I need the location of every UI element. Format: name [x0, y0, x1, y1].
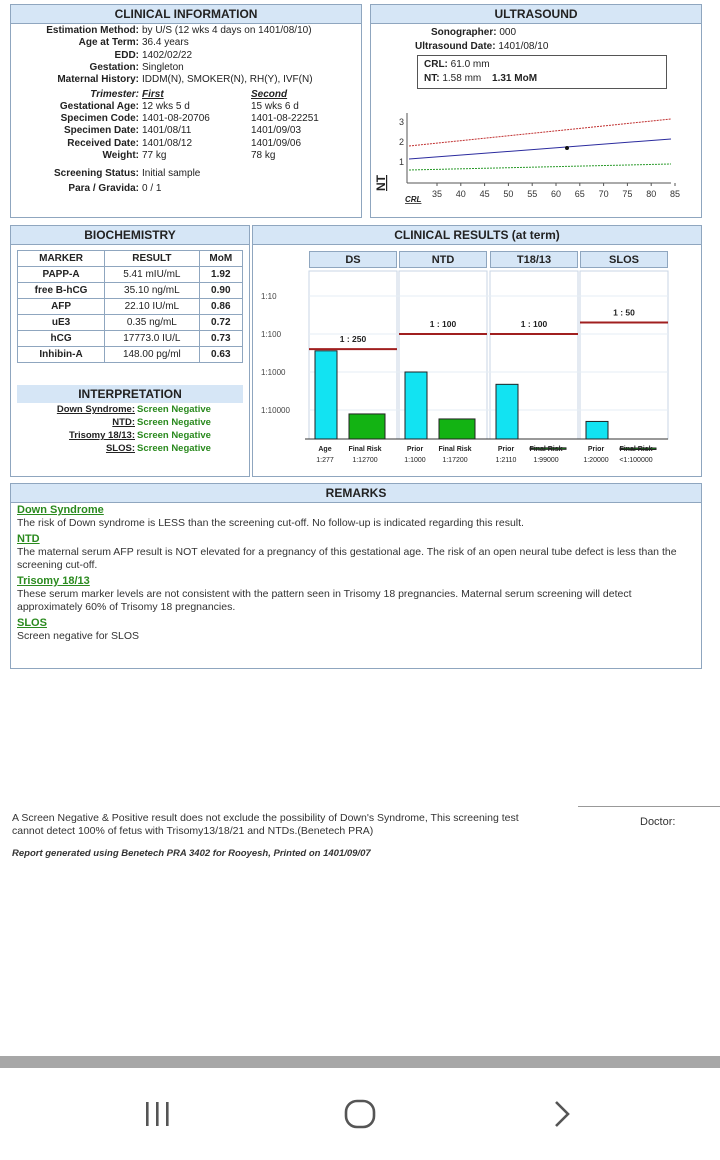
biochem-marker: AFP — [18, 299, 105, 315]
interpretation-label: NTD: — [112, 417, 135, 428]
report-generated: Report generated using Benetech PRA 3402 for Rooyesh, Printed on 1401/09/07 — [12, 848, 371, 859]
clinical-results-panel — [252, 225, 702, 477]
remark-item — [17, 533, 693, 572]
biochem-result: 17773.0 IU/L — [105, 331, 199, 347]
prior-risk-value: 1:1000 — [404, 457, 426, 464]
para-gravida-label: Para / Gravida: — [68, 183, 139, 195]
home-button[interactable] — [330, 1090, 390, 1136]
trimester-first-value: 1401-08-20706 — [142, 113, 210, 125]
risk-y-tick: 1:1000 — [261, 368, 286, 377]
cutoff-label: 1 : 100 — [429, 319, 457, 329]
remark-heading: Trisomy 18/13 — [17, 575, 90, 587]
clinical-row-label: Estimation Method: — [46, 25, 139, 36]
home-icon — [330, 1090, 390, 1136]
ultrasound-title: ULTRASOUND — [371, 5, 701, 24]
clinical-row-value: by U/S (12 wks 4 days on 1401/08/10) — [142, 25, 312, 36]
result-column-header: DS — [309, 251, 397, 268]
recent-apps-button[interactable] — [128, 1090, 188, 1136]
screening-status-value: Initial sample — [142, 168, 201, 180]
clinical-info-panel — [10, 4, 362, 218]
final-risk-value: 1:99000 — [533, 457, 559, 464]
prior-risk-value: 1:20000 — [583, 457, 609, 464]
col-marker: MARKER — [18, 251, 105, 267]
final-risk-label: Final Risk — [438, 446, 472, 453]
biochem-row — [18, 347, 243, 363]
risk-y-tick: 1:10 — [261, 292, 277, 301]
trimester-data-label: Received Date: — [67, 137, 139, 149]
biochem-mom: 0.86 — [199, 299, 242, 315]
clinical-row-value: Singleton — [142, 61, 184, 73]
clinical-row-label: Age at Term: — [78, 37, 139, 49]
final-risk-bar — [349, 414, 385, 439]
biochem-mom: 0.73 — [199, 331, 242, 347]
nt-x-tick: 50 — [503, 189, 514, 199]
nt-y-tick-2: 2 — [399, 137, 405, 147]
nt-x-tick: 40 — [455, 189, 466, 199]
trimester-first-value: 12 wks 5 d — [142, 100, 190, 112]
nt-x-tick: 55 — [527, 189, 538, 199]
para-gravida-value: 0 / 1 — [142, 183, 162, 195]
risk-chart — [253, 226, 701, 476]
nt-x-tick: 65 — [574, 189, 585, 199]
prior-label: Prior — [497, 446, 515, 453]
remark-text: The maternal serum AFP result is NOT elevated for a pregnancy of this gestational age. The risk of an open neural tube defect is less than the screening cut-off. — [17, 546, 677, 571]
nt-value: 1.58 mm — [442, 73, 482, 84]
biochemistry-panel — [10, 225, 250, 477]
interpretation-value: Screen Negative — [137, 443, 211, 454]
disclaimer-text: A Screen Negative & Positive result does not exclude the possibility of Down's Syndrome, This screening test cannot detect 100% of fetus with Trisomy13/18/21 and NTDs.(Benetech PRA) — [12, 812, 519, 837]
clinical-row-label: EDD: — [114, 49, 139, 61]
nt-mom: 1.31 MoM — [492, 73, 538, 84]
us-date-row — [415, 41, 548, 53]
result-column-header: SLOS — [580, 251, 668, 268]
final-risk-value: 1:12700 — [352, 457, 378, 464]
prior-label: Prior — [406, 446, 424, 453]
clinical-info-title: CLINICAL INFORMATION — [11, 5, 361, 24]
biochem-result: 0.35 ng/mL — [105, 315, 199, 331]
nt-x-tick: 35 — [431, 189, 443, 199]
trimester-second-value: 1401/09/06 — [251, 137, 302, 149]
trimester-label: Trimester: — [90, 88, 139, 100]
remark-item — [17, 617, 693, 643]
doctor-label: Doctor: — [640, 816, 676, 828]
prior-risk-bar — [586, 421, 608, 439]
col-result: RESULT — [105, 251, 199, 267]
remarks-panel — [10, 483, 702, 669]
nt-lower-line — [409, 164, 671, 170]
final-risk-label: Final Risk — [619, 446, 653, 453]
biochem-result: 35.10 ng/mL — [105, 283, 199, 299]
biochem-marker: uE3 — [18, 315, 105, 331]
back-button[interactable] — [532, 1090, 592, 1136]
prior-risk-value: 1:2110 — [495, 457, 517, 464]
remark-text: These serum marker levels are not consistent with the pattern seen in Trisomy 18 pregnancies. Maternal serum screening will detect approximately 60% of Trisomy 18 pregnancies. — [17, 588, 632, 613]
trimester-first: First — [142, 88, 164, 100]
remark-text: The risk of Down syndrome is LESS than the screening cut-off. No follow-up is indicated regarding this result. — [17, 517, 524, 529]
back-icon — [532, 1090, 592, 1136]
us-date-value: 1401/08/10 — [498, 41, 549, 52]
trimester-first-value: 1401/08/11 — [142, 125, 192, 137]
trimester-first-value: 77 kg — [142, 150, 167, 161]
interpretation-title: INTERPRETATION — [17, 385, 243, 403]
interpretation-label: Trisomy 18/13: — [68, 430, 135, 441]
biochem-marker: Inhibin-A — [18, 347, 105, 363]
nt-x-tick: 75 — [622, 189, 633, 199]
crl-label: CRL: — [424, 59, 448, 70]
nt-y-tick-1: 1 — [399, 157, 405, 167]
prior-risk-value: 1:277 — [316, 457, 334, 464]
cutoff-label: 1 : 100 — [520, 319, 548, 329]
clinical-results-title: CLINICAL RESULTS (at term) — [253, 226, 701, 245]
biochem-result: 22.10 IU/mL — [105, 299, 199, 315]
nt-patient-point — [565, 146, 569, 150]
nt-x-tick: 80 — [646, 189, 657, 199]
interpretation-label: Down Syndrome: — [56, 404, 135, 415]
prior-risk-bar — [315, 351, 337, 439]
biochem-marker: free B-hCG — [18, 283, 105, 299]
biochemistry-title: BIOCHEMISTRY — [11, 226, 249, 245]
nt-y-tick-3: 3 — [399, 117, 405, 127]
interpretation-row — [17, 403, 243, 416]
biochem-row — [18, 299, 243, 315]
remark-heading: Down Syndrome — [17, 504, 104, 516]
nt-crl-chart — [371, 91, 701, 215]
measurement-box — [417, 55, 667, 89]
trimester-data-label: Gestational Age: — [59, 100, 139, 112]
trimester-data-label: Specimen Code: — [60, 113, 139, 125]
interpretation-value: Screen Negative — [137, 430, 211, 441]
nt-x-tick: 70 — [598, 189, 609, 199]
final-risk-label: Final Risk — [529, 446, 563, 453]
clinical-row-value: 36.4 years — [142, 37, 189, 49]
remarks-title: REMARKS — [11, 484, 701, 503]
biochem-row — [18, 315, 243, 331]
prior-risk-bar — [405, 372, 427, 439]
biochem-mom: 1.92 — [199, 267, 242, 283]
trimester-second: Second — [251, 88, 288, 100]
biochem-result: 5.41 mIU/mL — [105, 267, 199, 283]
trimester-second-value: 1401/09/03 — [251, 125, 302, 137]
nt-axis-label: NT — [374, 175, 388, 191]
trimester-first-value: 1401/08/12 — [142, 137, 193, 149]
trimester-data-label: Weight: — [102, 150, 139, 161]
final-risk-value: <1:100000 — [619, 457, 653, 464]
trimester-second-value: 78 kg — [251, 150, 276, 161]
final-risk-bar — [439, 419, 475, 439]
remark-item — [17, 575, 693, 614]
biochemistry-table — [17, 250, 243, 363]
interpretation-section — [17, 385, 243, 455]
recent-apps-icon — [128, 1090, 188, 1136]
remark-item — [17, 504, 693, 530]
sonographer-value: 000 — [499, 27, 517, 38]
us-date-label: Ultrasound Date: — [415, 41, 496, 52]
sonographer-label: Sonographer: — [431, 27, 497, 38]
result-column-header: T18/13 — [490, 251, 578, 268]
cutoff-label: 1 : 50 — [613, 307, 635, 318]
clinical-row-value: IDDM(N), SMOKER(N), RH(Y), IVF(N) — [142, 74, 313, 86]
doctor-signature-line — [578, 806, 720, 807]
prior-label: Age — [318, 446, 332, 453]
biochem-marker: PAPP-A — [18, 267, 105, 283]
ultrasound-panel — [370, 4, 702, 218]
col-mom: MoM — [199, 251, 242, 267]
sonographer-row — [431, 27, 516, 39]
remark-heading: SLOS — [17, 617, 47, 629]
crl-axis-label: CRL — [405, 195, 422, 204]
trimester-second-value: 15 wks 6 d — [251, 100, 299, 112]
remark-heading: NTD — [17, 533, 40, 545]
prior-risk-bar — [496, 384, 518, 439]
remark-text: Screen negative for SLOS — [17, 630, 139, 642]
interpretation-row — [17, 416, 243, 429]
interpretation-label: SLOS: — [105, 443, 135, 454]
biochem-result: 148.00 pg/ml — [105, 347, 199, 363]
nt-x-tick: 85 — [669, 189, 681, 199]
clinical-row-label: Gestation: — [89, 61, 139, 73]
risk-y-tick: 1:100 — [261, 330, 282, 339]
final-risk-label: Final Risk — [348, 446, 382, 453]
biochem-row — [18, 283, 243, 299]
nt-label: NT: — [424, 73, 440, 84]
crl-value: 61.0 mm — [450, 59, 490, 70]
interpretation-value: Screen Negative — [137, 404, 211, 415]
interpretation-row — [17, 442, 243, 455]
trimester-data-label: Specimen Date: — [63, 125, 139, 137]
cutoff-label: 1 : 250 — [339, 334, 367, 345]
nt-x-tick: 45 — [479, 189, 490, 199]
nav-bar — [0, 1068, 720, 1160]
clinical-row-value: 1402/02/22 — [142, 49, 193, 61]
interpretation-value: Screen Negative — [137, 417, 211, 428]
interpretation-row — [17, 429, 243, 442]
biochem-marker: hCG — [18, 331, 105, 347]
risk-y-tick: 1:10000 — [261, 406, 290, 415]
biochem-mom: 0.63 — [199, 347, 242, 363]
biochem-row — [18, 331, 243, 347]
final-risk-value: 1:17200 — [442, 457, 468, 464]
biochem-mom: 0.72 — [199, 315, 242, 331]
result-column-header: NTD — [399, 251, 487, 268]
clinical-row-label: Maternal History: — [57, 74, 139, 86]
nav-bar-divider — [0, 1056, 720, 1068]
nt-x-tick: 60 — [550, 189, 562, 199]
biochem-mom: 0.90 — [199, 283, 242, 299]
prior-label: Prior — [587, 446, 605, 453]
screening-status-label: Screening Status: — [53, 168, 139, 180]
trimester-second-value: 1401-08-22251 — [251, 113, 319, 125]
biochem-row — [18, 267, 243, 283]
